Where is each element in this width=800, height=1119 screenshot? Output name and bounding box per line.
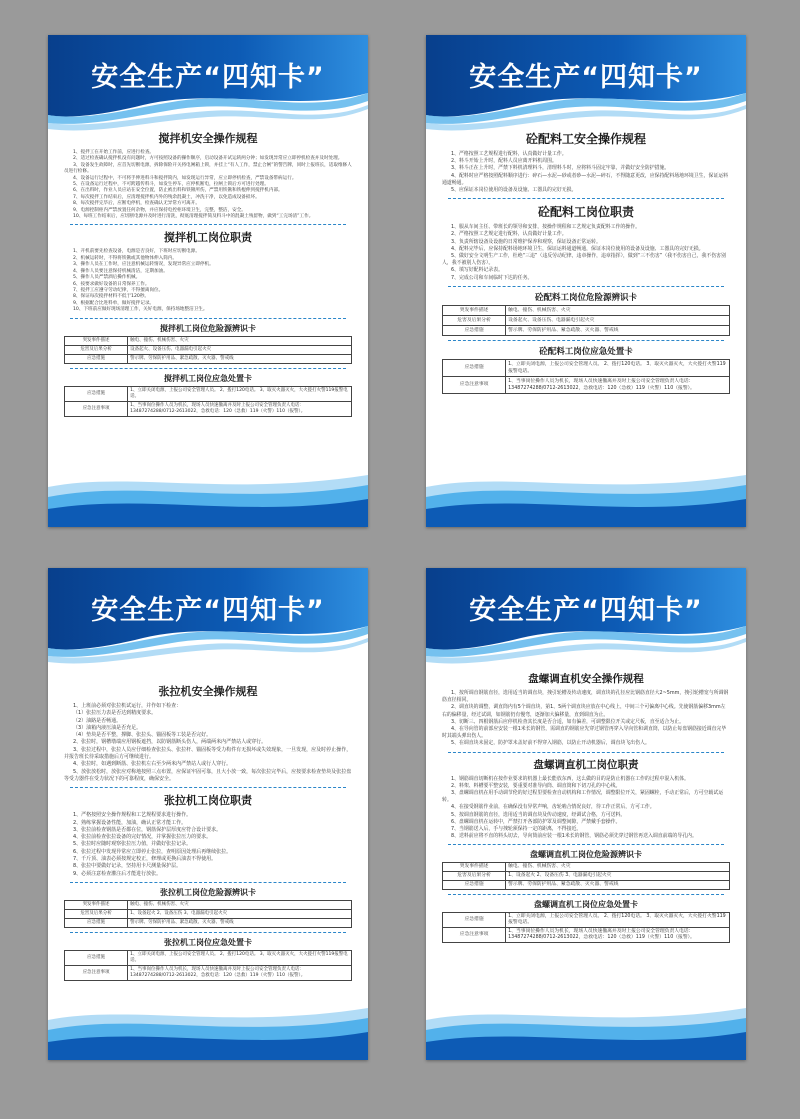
table-row xyxy=(65,909,352,918)
row-label: 危害及后果分析 xyxy=(443,315,506,325)
rule-item: （1）张拉压力表是否达到精度要求。 xyxy=(73,710,157,717)
row-label: 危害及后果分析 xyxy=(65,345,128,354)
section-title: 搅拌机工岗位应急处置卡 xyxy=(164,373,252,383)
rule-item: 2、机械运转时，不得将铁锹或其他物体伸入筒内。 xyxy=(73,255,177,261)
row-label: 应急措施 xyxy=(65,918,128,927)
row-label: 应急措施 xyxy=(65,950,128,965)
rule-item: 5、在调直块未固定，防护罩未盖好前不得穿入钢筋，以防止开动机器后，调直块飞出伤人。 xyxy=(451,740,650,747)
poster-title: 安全生产“四知卡” xyxy=(91,62,325,93)
table-row xyxy=(443,305,730,315)
table-row xyxy=(443,376,730,393)
poster-body xyxy=(442,127,730,397)
row-value: 1、当事岗位操作人员为机长，现场人员快速撤离并及时上报公司安全管理负责人电话：13487274288/0712-2613022，急救电话：120（急救）119（火警）110（报警）。 xyxy=(506,376,730,393)
rule-item: 4、在接受钢筋作业前，在确保没有异常声响，齿轮啮合情况良好，待工作正常后，方可工作。 xyxy=(451,804,655,811)
poster-title: 安全生产“四知卡” xyxy=(469,62,703,93)
section-divider xyxy=(70,932,346,933)
row-value: 1、设备起火 2、设备压伤 3、电器漏电引起火灾 xyxy=(506,872,730,881)
table-row xyxy=(65,386,352,401)
poster-straightener xyxy=(426,568,746,1060)
rule-item: 9、电源控制柜内严禁放置任何杂物，并应保持电控柜环境卫生，完整，整洁，安全。 xyxy=(73,207,246,213)
row-label: 危害及后果分析 xyxy=(65,909,128,918)
section-title: 盘螺调直机工岗位危险源辨识卡 xyxy=(530,850,642,860)
poster-footer xyxy=(426,467,746,527)
row-value: 触电、撞伤、机械伤害、火灾 xyxy=(128,900,352,909)
row-value: 设备起火、设备压伤、电器漏电引起火灾 xyxy=(506,315,730,325)
rule-item: 7、当钢筋送入后，手与拽轮须保持一定的距离，不得接近。 xyxy=(451,826,582,833)
poster-footer xyxy=(426,1000,746,1060)
row-value: 1、立即关闭电源，上报公司安全管理人员。 2、拨打120电话。 3、取灭火器灭火，大火拨打火警119报警电话。 xyxy=(506,913,730,928)
poster-header xyxy=(48,35,368,135)
poster-mixer xyxy=(48,35,368,527)
rule-item: 2、料斗开始上升时，配料人员应离开料机周围。 xyxy=(451,158,557,165)
rule-item: 3、张拉前检查钢筋是否都在位，钢筋保护层厚度应符合设计要求。 xyxy=(73,826,222,833)
info-table xyxy=(442,862,730,890)
rule-item: 2、调直块的调整，调直筒内有5个调直块，第1、5两个调直块应放在中心线上，中间三个可偏离中心线。先使钢筋偏移3mm左右的偏移量，经过试调，如钢筋仍有慢弯，逐渐加大偏移量，直到调直为止。 xyxy=(442,704,726,718)
rule-item: 10、下班前应做好现场清理工作，关好电源，保持场地整洁卫生。 xyxy=(73,307,208,313)
rule-item: 1、搅拌工在开始工作前，应进行检查。 xyxy=(73,150,155,155)
rule-item: 5、张拉时应随时观察张拉压力值，并做好张拉记录。 xyxy=(73,841,192,848)
section-title: 张拉机工岗位应急处置卡 xyxy=(164,937,252,947)
rule-item: 1、上班前必须对张拉机试运行，并作如下检查： xyxy=(73,703,182,709)
rule-item: 5、应保证本岗位使用的设备及设施、工器具的完好无损。 xyxy=(451,187,577,194)
table-row xyxy=(443,325,730,335)
rule-item: 1、严格按照工艺规程进行配料，认真做好计量工作。 xyxy=(451,151,567,157)
row-value: 1、立即关闭电源，上报公司安全管理人员。 2、拨打120电话。 3、取灭火器灭火，大火拨打火警119报警电话。 xyxy=(128,950,352,965)
poster-title: 安全生产“四知卡” xyxy=(469,595,703,626)
poster-header xyxy=(426,568,746,668)
rule-item: 8、保证每次搅拌材料不低于120秒。 xyxy=(73,294,150,300)
section-title: 盘螺调直机安全操作规程 xyxy=(528,673,644,685)
poster-title: 安全生产“四知卡” xyxy=(91,595,325,626)
row-label: 应急注意事项 xyxy=(65,401,128,416)
rule-item: 4、张拉前检查张拉设备的完好情况，并掌握张拉压力的要求。 xyxy=(73,834,212,841)
rule-item: 4、操作人员要注意保持机械清洁，定期加油。 xyxy=(73,268,168,274)
rule-item: 2、适过检查确认搅拌机没有问题时，方可按照设备的操作顺序，启动设备开试运转两分钟；如发现异常应立即停机检查并及时处理。 xyxy=(73,156,343,162)
rule-item: 1、钢筋调直切断机在按作业要求的机器上最长能放东西，这么做的目的是防止机器在工作的过程中混入机体。 xyxy=(451,775,689,782)
rule-item: （3）油箱内液压油是否充足。 xyxy=(73,724,142,731)
poster-body xyxy=(442,668,730,946)
table-row xyxy=(65,354,352,363)
info-table xyxy=(64,900,352,928)
section-title: 张拉机工岗位职责 xyxy=(164,794,252,808)
table-row xyxy=(443,863,730,872)
rule-item: 8、张拉中要做好记录，坚持用卡尺测量保护层。 xyxy=(73,863,182,870)
table-row xyxy=(65,900,352,909)
rule-item: 2、严格按照工艺规定进行配料，认真做好计量工作。 xyxy=(451,231,567,238)
row-label: 应急措施 xyxy=(443,881,506,890)
rule-item: 4、设备运行过程中，不可将手伸进料斗和搅拌筒内，如发现运行异常，应立即停机检查，严禁设备带病运行。 xyxy=(73,175,297,181)
table-row xyxy=(65,965,352,980)
section-divider xyxy=(70,787,346,788)
rule-item: 6、张拉过程中发现异常应立即停止张拉，查明原因处理后再继续张拉。 xyxy=(73,848,232,855)
rule-item: 3、操作人员在工作时，应注意机械运转情况，发现异常应立即停机。 xyxy=(73,262,214,268)
table-row xyxy=(443,359,730,376)
table-row xyxy=(65,950,352,965)
poster-batching xyxy=(426,35,746,527)
row-label: 应急措施 xyxy=(443,913,506,928)
poster-footer xyxy=(48,467,368,527)
rule-item: 2、张拉时，钢槽墩端应用钢板遮挡，以防钢筋断头伤人，两端两米内严禁站人或穿行。 xyxy=(73,739,267,746)
footer-wave-graphic xyxy=(48,467,368,527)
row-value: 1、当事岗位操作人员为机长，现场人员快速撤离并及时上报公司安全管理负责人电话：13487274288/0712-2613022，急救电话：120（急救）119（火警）110（报警）。 xyxy=(128,965,352,980)
row-value: 1、当事岗位操作人员为机长，现场人员快速撤离并及时上报公司安全管理负责人电话：13487274288/0712-2613022，急救电话：120（急救）119（火警）110（报警）。 xyxy=(506,928,730,943)
rule-item: 10、每班工作结束后，应切断电源并及时进行清洗，彻底清理搅拌筒及料斗中的混凝土残留物，做到“工完场清”工作。 xyxy=(73,214,314,220)
rule-item: 6、盘螺调直机在运转中，严禁打开各部防护罩及调整间隙，严禁戴手套操作。 xyxy=(451,818,621,825)
rule-item: （2）油路是否畅通。 xyxy=(73,717,122,724)
section-divider xyxy=(70,368,346,369)
row-value: 触电、撞伤、机械伤害、火灾 xyxy=(128,336,352,345)
rule-item: 1、开机前要先检查设备，电源是否良好，下班时应切断电源。 xyxy=(73,249,200,255)
row-value: 设备起火、设备压伤、电器漏电引起火灾 xyxy=(128,345,352,354)
section-title: 张拉机安全操作规程 xyxy=(158,685,258,698)
rule-item: 3、盘螺调直机在用手动调节伦的好过程里要检查自动机构和工作情况，调整限位开关，紧固螺栓，手动正常后，方可空载试运转。 xyxy=(442,790,724,804)
poster-tensioner xyxy=(48,568,368,1060)
rule-item: 8、每次搅拌完毕后，应断电停机，检查确认无异常方可离开。 xyxy=(73,201,200,207)
row-label: 应急注意事项 xyxy=(65,965,128,980)
row-label: 突发事件描述 xyxy=(443,863,506,872)
poster-footer xyxy=(48,1000,368,1060)
table-row xyxy=(65,918,352,927)
rule-item: 3、负责所辖设备及设施的日常维护保养和观察，保证设备正常运转。 xyxy=(451,238,601,245)
table-row xyxy=(443,315,730,325)
row-value: 1、立即关闭电源，上报公司安全管理人员。 2、拨打120电话。 3、取灭火器灭火，大火拨打火警119报警电话。 xyxy=(128,386,352,401)
rule-item: 4、配料时应严格按照配料顺序进行：碎石—水泥—砂或者砂—水泥—碎石，不得随意更改，应保持配料场地环境卫生，保证运料通道畅通。 xyxy=(442,172,728,186)
rule-item: 6、在出料时，作业人员应站在安全位置，防止被出料和铁锹所伤，严禁用铁锹和铁棍伸到搅拌机内部。 xyxy=(73,188,283,194)
section-title: 张拉机工岗位危险源辨识卡 xyxy=(160,887,256,897)
table-row xyxy=(65,345,352,354)
info-table xyxy=(442,912,730,943)
row-label: 危害及后果分析 xyxy=(443,872,506,881)
row-label: 应急措施 xyxy=(443,325,506,335)
footer-wave-graphic xyxy=(426,1000,746,1060)
row-value: 1、立即关闭电源，上报公司安全管理人员。 2、拨打120电话。 3、取灭火器灭火，大火拨打火警119报警电话。 xyxy=(506,359,730,376)
row-label: 突发事件描述 xyxy=(65,900,128,909)
info-table xyxy=(64,950,352,981)
row-label: 应急注意事项 xyxy=(443,928,506,943)
info-table xyxy=(64,336,352,364)
row-value: 警示牌、劳保防护用品、紧急疏散、灭火器、警戒线 xyxy=(128,918,352,927)
rule-item: 5、放张放松时，放张应对称地按照三点布置，应保证牢固可靠，且大小放一致，每次张拉完毕后，应按要求检查垫块及张拉盘等受力器件在受力状况下的可靠程度，确保安全。 xyxy=(64,768,352,782)
info-table xyxy=(442,359,730,394)
rule-item: 8、送料前应将不直的料头切去，导向筒前应装一根1米长的钢管，钢筋必须先穿过钢管再送入调直前端的导孔内。 xyxy=(451,833,697,840)
row-label: 应急措施 xyxy=(65,354,128,363)
section-title: 砼配料工岗位职责 xyxy=(537,205,634,220)
section-divider xyxy=(448,894,724,895)
row-value: 1、当事岗位操作人员为机长，现场人员快速撤离并及时上报公司安全管理负责人电话：13487274288/0712-2613022，急救电话：120（急救）119（火警）110（报警）。 xyxy=(128,401,352,416)
section-divider xyxy=(448,752,724,753)
poster-body xyxy=(64,127,352,420)
section-title: 砼配料工岗位应急处置卡 xyxy=(539,346,633,357)
rule-item: 7、搅拌工应遵守劳动纪律，不得擅离岗位。 xyxy=(73,287,164,293)
rule-item: 3、设备发生故障时，应首先切断电源，拆除保险开关将电闸箱上锁，并挂上“有人工作，禁止合闸”的警告牌，同时上报班长，适取维修人员进行检修。 xyxy=(64,162,352,175)
rule-item: 5、操作人员严禁酒后操作机械。 xyxy=(73,275,141,281)
rule-item: 1、严格按照安全操作规程和工艺规程要求进行操作。 xyxy=(73,812,192,819)
section-title: 搅拌机工岗位危险源辨识卡 xyxy=(160,323,256,333)
rule-item: 5、做好安全文明生产工作，杜绝“三违”（违反劳动纪律，违章操作，违章指挥），做到“三不伤害”（我不伤害自己，我不伤害别人，我不被别人伤害）。 xyxy=(442,253,726,267)
rule-item: （4）垫块是否平整，撑脚、张拉头、锚固板等工装是否完好。 xyxy=(73,732,212,739)
section-divider xyxy=(448,844,724,845)
rule-item: 4、在导向管的前部应安装一根1米长的钢管，需调直的钢筋应先穿过钢管再穿入导向管和调直筒，以防止每盘钢筋接近调直完毕时其端头弹出伤人。 xyxy=(442,726,727,740)
row-label: 突发事件描述 xyxy=(443,305,506,315)
row-value: 1、设备起火 2、设备压伤 3、电器漏电引起火灾 xyxy=(128,909,352,918)
rule-item: 5、按调直钢筋的直径，选用适当的调直块及传动速度，经调试合格，方可送料。 xyxy=(451,811,626,818)
rule-item: 7、完成公司和车间临时下达的任务。 xyxy=(451,274,533,281)
section-title: 砼配料工安全操作规程 xyxy=(525,132,646,146)
section-title: 盘螺调直机工岗位应急处置卡 xyxy=(534,900,638,910)
section-title: 搅拌机安全操作规程 xyxy=(158,132,258,145)
table-row xyxy=(65,336,352,345)
row-value: 警示牌、劳保防护用品、紧急疏散、灭火器、警戒线 xyxy=(128,354,352,363)
poster-header xyxy=(48,568,368,668)
info-table xyxy=(442,305,730,336)
rule-item: 3、料斗正在上升时，严禁下料机清理料斗，清理料斗时，应将料斗固定牢靠，并做好安全防护措施。 xyxy=(451,165,670,172)
table-row xyxy=(443,872,730,881)
rule-item: 6、按要求做好设备的日常保养工作。 xyxy=(73,281,150,287)
table-row xyxy=(65,401,352,416)
rule-item: 4、配料完毕后，应保持配料场地环境卫生，保证运料通道畅通，保证本岗位使用的设备及设施、工器具的完好无损。 xyxy=(451,245,704,252)
row-label: 应急措施 xyxy=(65,386,128,401)
rule-item: 3、张拉过程中，张拉人员应仔细检查张拉头、张拉杆、锚固板等受力构件有无损坏或失效现象，一旦发现，应及时停止操作，并报告班长待采取措施后方可继续进行。 xyxy=(64,746,352,761)
section-title: 搅拌机工岗位职责 xyxy=(164,231,252,245)
footer-wave-graphic xyxy=(426,467,746,527)
section-divider xyxy=(70,224,346,225)
table-row xyxy=(443,881,730,890)
section-divider xyxy=(448,340,724,341)
row-value: 警示牌、劳保防护用品、紧急疏散、灭火器、警戒线 xyxy=(506,325,730,335)
section-divider xyxy=(448,286,724,287)
section-divider xyxy=(448,198,724,199)
poster-header xyxy=(426,35,746,135)
poster-body xyxy=(64,680,352,984)
rule-item: 1、按所调直钢筋直径，选用适当的调直块，拽引轮槽及传动速度，调直块的孔径应比钢筋直径大2~5mm，拽引轮槽宽与所调钢筋直径相同。 xyxy=(442,690,729,704)
footer-wave-graphic xyxy=(48,1000,368,1060)
section-title: 砼配料工岗位危险源辨识卡 xyxy=(534,292,637,303)
row-value: 触电、撞伤、机械伤害、火灾 xyxy=(506,863,730,872)
info-table xyxy=(64,386,352,417)
rule-item: 7、每次搅拌工作结束后，应清理搅拌机内外的残余混凝土，冲洗干净，以免造成设备损坏。 xyxy=(73,194,260,200)
row-label: 应急注意事项 xyxy=(443,376,506,393)
rule-item: 6、填写好配料记录表。 xyxy=(451,267,504,274)
row-label: 突发事件描述 xyxy=(65,336,128,345)
rule-item: 2、料架、料槽要平整安装，要重要对准导向筒、调直筒和下切刀孔的中心线。 xyxy=(451,782,621,789)
section-title: 盘螺调直机工岗位职责 xyxy=(533,758,639,771)
section-divider xyxy=(70,882,346,883)
rule-item: 3、切断三、四根钢筋后应停机检查其长度是否合适，如有偏差，可调整限位开关或定尺板，直至适合为止。 xyxy=(451,718,684,725)
rule-item: 5、在设备运行过程中，不可跨越传料斗，如发生停车，应停机断电，拉闸上锁后方可进行处理。 xyxy=(73,182,269,188)
table-row xyxy=(443,913,730,928)
row-value: 警示牌、劳保防护用品、紧急疏散、灭火器、警戒线 xyxy=(506,881,730,890)
row-value: 触电、撞伤、机械伤害、火灾 xyxy=(506,305,730,315)
row-label: 应急措施 xyxy=(443,359,506,376)
table-row xyxy=(443,928,730,943)
rule-item: 9、根据配合比进料单，做好搅拌记录。 xyxy=(73,300,155,306)
rule-item: 9、必须注意检查灌注后才能进行放张。 xyxy=(73,870,162,877)
section-divider xyxy=(70,318,346,319)
rule-item: 1、服从车间主任、带班长的领导和安排，按操作规程和工艺规定负责配料工作的操作。 xyxy=(451,224,640,231)
rule-item: 2、熟练掌握设备性能，加油，确认正常才能工作。 xyxy=(73,819,187,826)
rule-item: 7、千斤顶、油表必须按规定校正，修理或更换后油表不得使用。 xyxy=(73,856,217,863)
rule-item: 4、张拉时，如遇到断筋、张拉机左右至少两米内严禁站人或行人穿行。 xyxy=(73,761,232,768)
